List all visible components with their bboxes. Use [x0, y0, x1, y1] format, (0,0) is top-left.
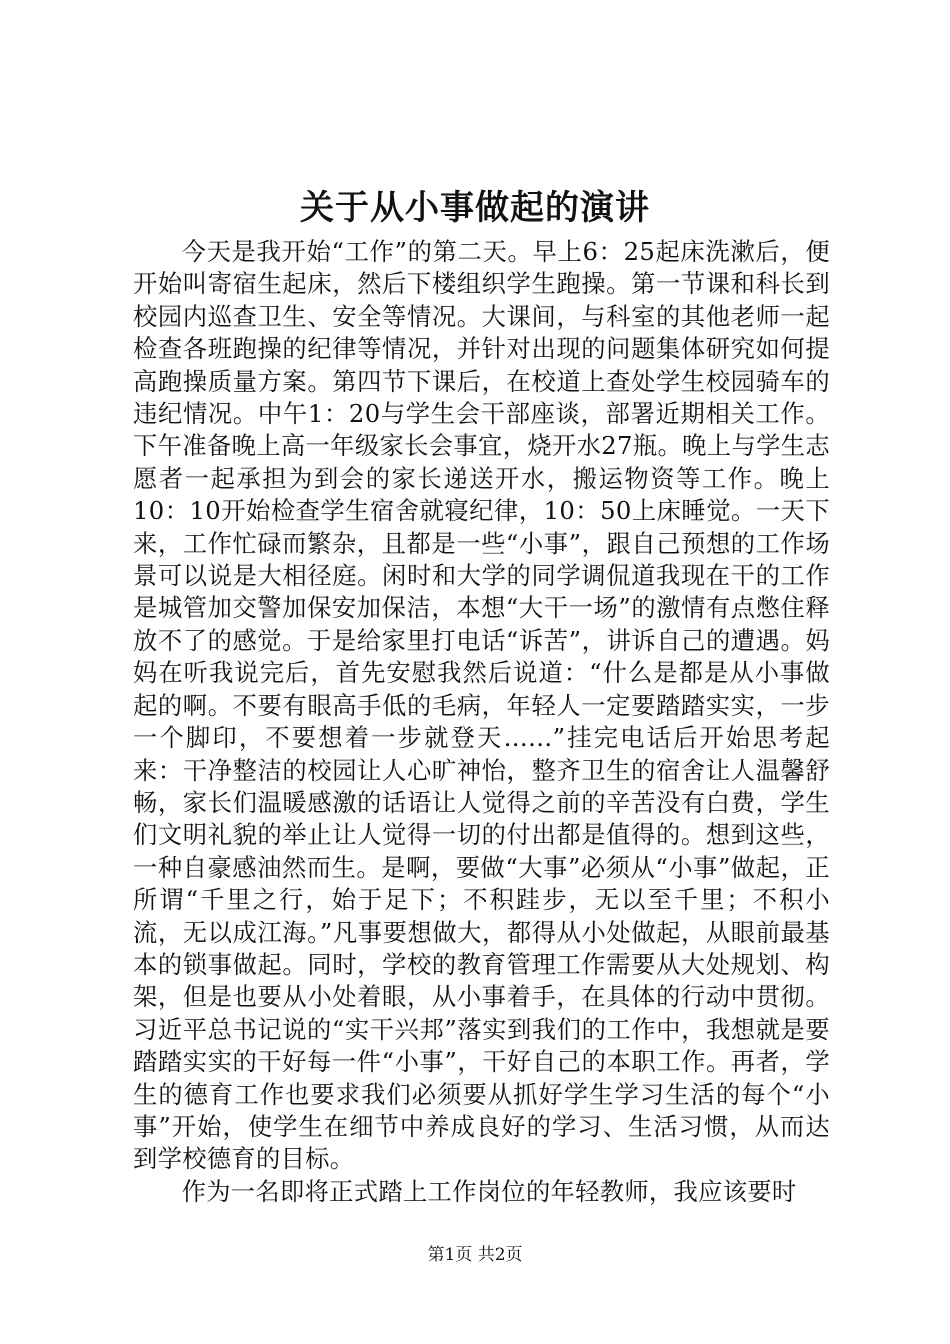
document-body	[133, 236, 830, 1208]
paragraph-1: 今天是我开始“工作”的第二天。早上6：25起床洗漱后，便开始叫寄宿生起床，然后下楼组织学生跑操。第一节课和科长到校园内巡查卫生、安全等情况。大课间，与科室的其他老师一起检查各班跑操的纪律等情况，并针对出现的问题集体研究如何提高跑操质量方案。第四节下课后，在校道上查处学生校园骑车的违纪情况。中午1：20与学生会干部座谈，部署近期相关工作。下午准备晚上高一年级家长会事宜，烧开水27瓶。晚上与学生志愿者一起承担为到会的家长递送开水，搬运物资等工作。晚上10：10开始检查学生宿舍就寝纪律，10：50上床睡觉。一天下来，工作忙碌而繁杂，且都是一些“小事”，跟自己预想的工作场景可以说是大相径庭。闲时和大学的同学调侃道我现在干的工作是城管加交警加保安加保洁，本想“大干一场”的激情有点憋住释放不了的感觉。于是给家里打电话“诉苦”，讲诉自己的遭遇。妈妈在听我说完后，首先安慰我然后说道：“什么是都是从小事做起的啊。不要有眼高手低的毛病，年轻人一定要踏踏实实，一步一个脚印，不要想着一步就登天……”挂完电话后开始思考起来：干净整洁的校园让人心旷神怡，整齐卫生的宿舍让人温馨舒畅，家长们温暖感激的话语让人觉得之前的辛苦没有白费，学生们文明礼貌的举止让人觉得一切的付出都是值得的。想到这些，一种自豪感油然而生。是啊，要做“大事”必须从“小事”做起，正所谓“千里之行，始于足下；不积跬步，无以至千里；不积小流，无以成江海。”凡事要想做大，都得从小处做起，从眼前最基本的锁事做起。同时，学校的教育管理工作需要从大处规划、构架，但是也要从小处着眼，从小事着手，在具体的行动中贯彻。习近平总书记说的“实干兴邦”落实到我们的工作中，我想就是要踏踏实实的干好每一件“小事”，干好自己的本职工作。再者，学生的德育工作也要求我们必须要从抓好学生学习生活的每个“小事”开始，使学生在细节中养成良好的学习、生活习惯，从而达到学校德育的目标。	[133, 237, 830, 1174]
page-footer: 第1页 共2页	[427, 1245, 523, 1265]
document-title: 关于从小事做起的演讲	[300, 188, 650, 228]
paragraph-2: 作为一名即将正式踏上工作岗位的年轻教师，我应该要时	[181, 1176, 797, 1206]
